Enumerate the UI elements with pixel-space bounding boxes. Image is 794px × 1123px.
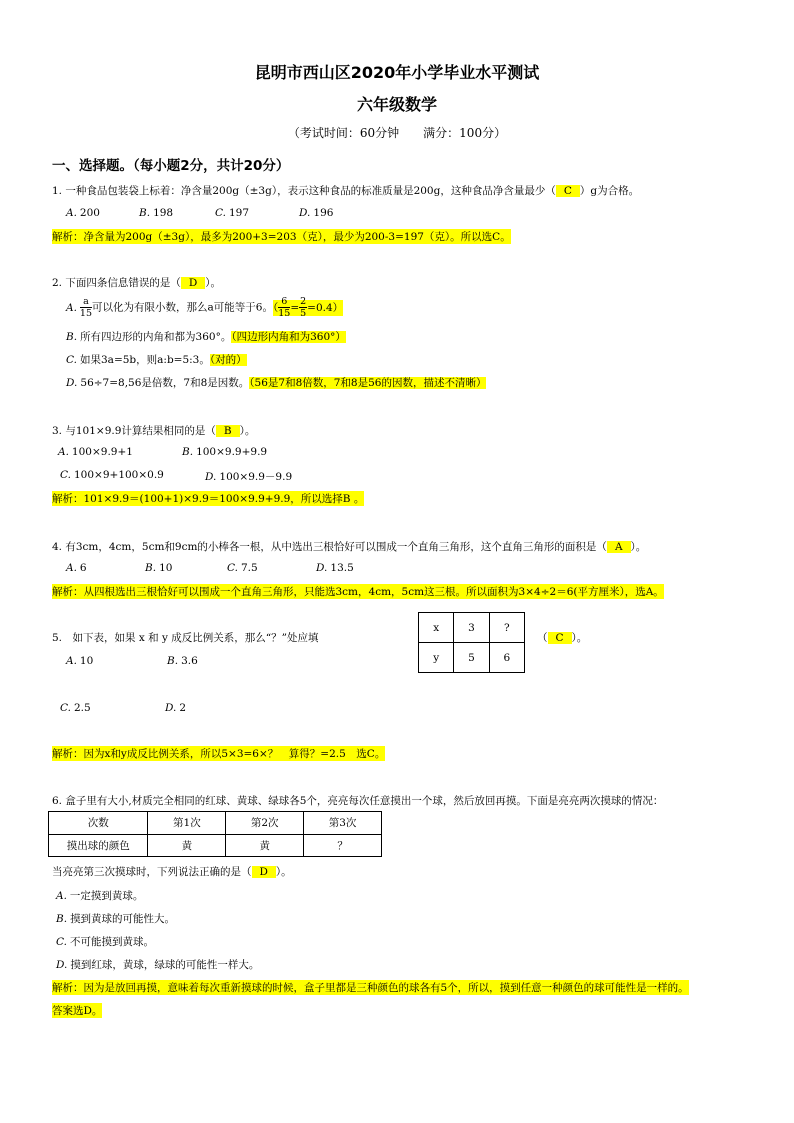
table-cell: 5 <box>454 643 489 673</box>
q3-option-d: D. 100×9.9－9.9 <box>205 471 293 483</box>
table-cell: x <box>419 613 454 643</box>
question-6: 6. 盒子里有大小,材质完全相同的红球、黄球、绿球各5个，亮亮每次任意摸出一个球，然后放回再摸。下面是亮亮两次摸球的情况： <box>52 795 664 807</box>
q1-analysis: 解析：净含量为200g（±3g），最多为200+3=203（克），最少为200-3=197（克）。所以选C。 <box>52 231 511 243</box>
table-cell: 摸出球的颜色 <box>49 834 148 857</box>
q6-table <box>48 811 382 857</box>
q5-analysis: 解析：因为x和y成反比例关系，所以5×3=6×？ 算得？=2.5 选C。 <box>52 748 386 760</box>
answer-6: D <box>252 866 276 878</box>
q2-option-c: C. 如果3a=5b，则a:b=5:3。（对的） <box>66 354 247 366</box>
q1-option-d: D. 196 <box>299 207 334 219</box>
question-1: 1. 一种食品包装袋上标着：净含量200g（±3g），表示这种食品的标准质量是200g，这种食品净含量最少（ C ）g为合格。 <box>52 185 640 197</box>
q5-table <box>418 612 525 673</box>
q2-option-d: D. 56÷7=8,56是倍数，7和8是因数。（56是7和8倍数，7和8是56的因数，描述不清晰） <box>66 377 487 389</box>
q6-option-a: A. 一定摸到黄球。 <box>56 890 144 902</box>
q3-option-b: B. 100×9.9+9.9 <box>182 446 268 458</box>
q3-analysis: 解析：101×9.9＝(100+1)×9.9＝100×9.9+9.9，所以选择B 。 <box>52 493 365 505</box>
q2-a-note: （ $\frac{6}{15}$ = $\frac{2}{5}$ =0.4） <box>272 296 344 319</box>
table-cell: y <box>419 643 454 673</box>
table-cell: 第3次 <box>304 812 382 835</box>
question-4: 4. 有3cm，4cm，5cm和9cm的小棒各一根，从中选出三根恰好可以围成一个直角三角形，这个直角三角形的面积是（ A ）。 <box>52 541 647 553</box>
table-cell: 第2次 <box>226 812 304 835</box>
table-cell: 6 <box>489 643 524 673</box>
q6-analysis-line1: 解析：因为是放回再摸，意味着每次重新摸球的时候，盒子里都是三种颜色的球各有5个，所以，摸到任意一种颜色的球可能性是一样的。 <box>52 982 689 994</box>
q4-option-b: B. 10 <box>145 562 173 574</box>
q4-analysis: 解析：从四根选出三根恰好可以围成一个直角三角形，只能选3cm，4cm，5cm这三根。所以面积为3×4÷2＝6(平方厘米），选A。 <box>52 586 664 598</box>
q6-option-d: D. 摸到红球，黄球，绿球的可能性一样大。 <box>56 959 260 971</box>
table-cell: ? <box>489 613 524 643</box>
q2-option-a: A. $\frac{a}{15}$ 可以化为有限小数，那么a可能等于6。（ $\frac{6}{15}$ = $\frac{2}{5}$ =0.4） <box>66 296 344 319</box>
q1-option-a: A. 200 <box>66 207 100 219</box>
page-title: 昆明市西山区2020年小学毕业水平测试 <box>254 63 540 82</box>
answer-3: B <box>216 425 240 437</box>
question-2: 2. 下面四条信息错误的是（ D ）。 <box>52 277 222 289</box>
table-cell: ？ <box>304 834 382 857</box>
q4-option-c: C. 7.5 <box>227 562 258 574</box>
q5-option-b: B. 3.6 <box>167 655 198 667</box>
q1-option-b: B. 198 <box>139 207 174 219</box>
answer-4: A <box>607 541 631 553</box>
answer-2: D <box>181 277 205 289</box>
q1-option-c: C. 197 <box>215 207 250 219</box>
q5-answer-line: （ C ）。 <box>537 632 588 644</box>
answer-5: C <box>548 632 572 644</box>
answer-1: C <box>556 185 580 197</box>
table-cell: 第1次 <box>148 812 226 835</box>
table-cell: 3 <box>454 613 489 643</box>
q4-option-a: A. 6 <box>66 562 87 574</box>
question-3: 3. 与101×9.9计算结果相同的是（ B ）。 <box>52 425 256 437</box>
q5-option-c: C. 2.5 <box>60 702 91 714</box>
fraction: $\frac{a}{15}$ <box>79 296 93 319</box>
q2-option-b: B. 所有四边形的内角和都为360°。（四边形内角和为360°） <box>66 331 346 343</box>
exam-info: （考试时间：60分钟 满分：100分） <box>287 126 507 140</box>
table-cell: 黄 <box>226 834 304 857</box>
q3-option-c: C. 100×9+100×0.9 <box>60 469 164 481</box>
question-5: 5. 如下表，如果 x 和 y 成反比例关系，那么“？”处应填 <box>52 632 319 644</box>
q4-option-d: D. 13.5 <box>316 562 354 574</box>
q6-question-line: 当亮亮第三次摸球时，下列说法正确的是（ D ）。 <box>52 866 292 878</box>
q3-option-a: A. 100×9.9+1 <box>58 446 133 458</box>
table-cell: 次数 <box>49 812 148 835</box>
section-heading: 一、选择题。（每小题2分，共计20分） <box>52 158 290 174</box>
q6-option-c: C. 不可能摸到黄球。 <box>56 936 154 948</box>
q6-analysis-line2: 答案选D。 <box>52 1005 103 1017</box>
q5-option-d: D. 2 <box>165 702 187 714</box>
q6-option-b: B. 摸到黄球的可能性大。 <box>56 913 176 925</box>
q5-option-a: A. 10 <box>66 655 94 667</box>
page-subtitle: 六年级数学 <box>356 95 437 114</box>
table-cell: 黄 <box>148 834 226 857</box>
